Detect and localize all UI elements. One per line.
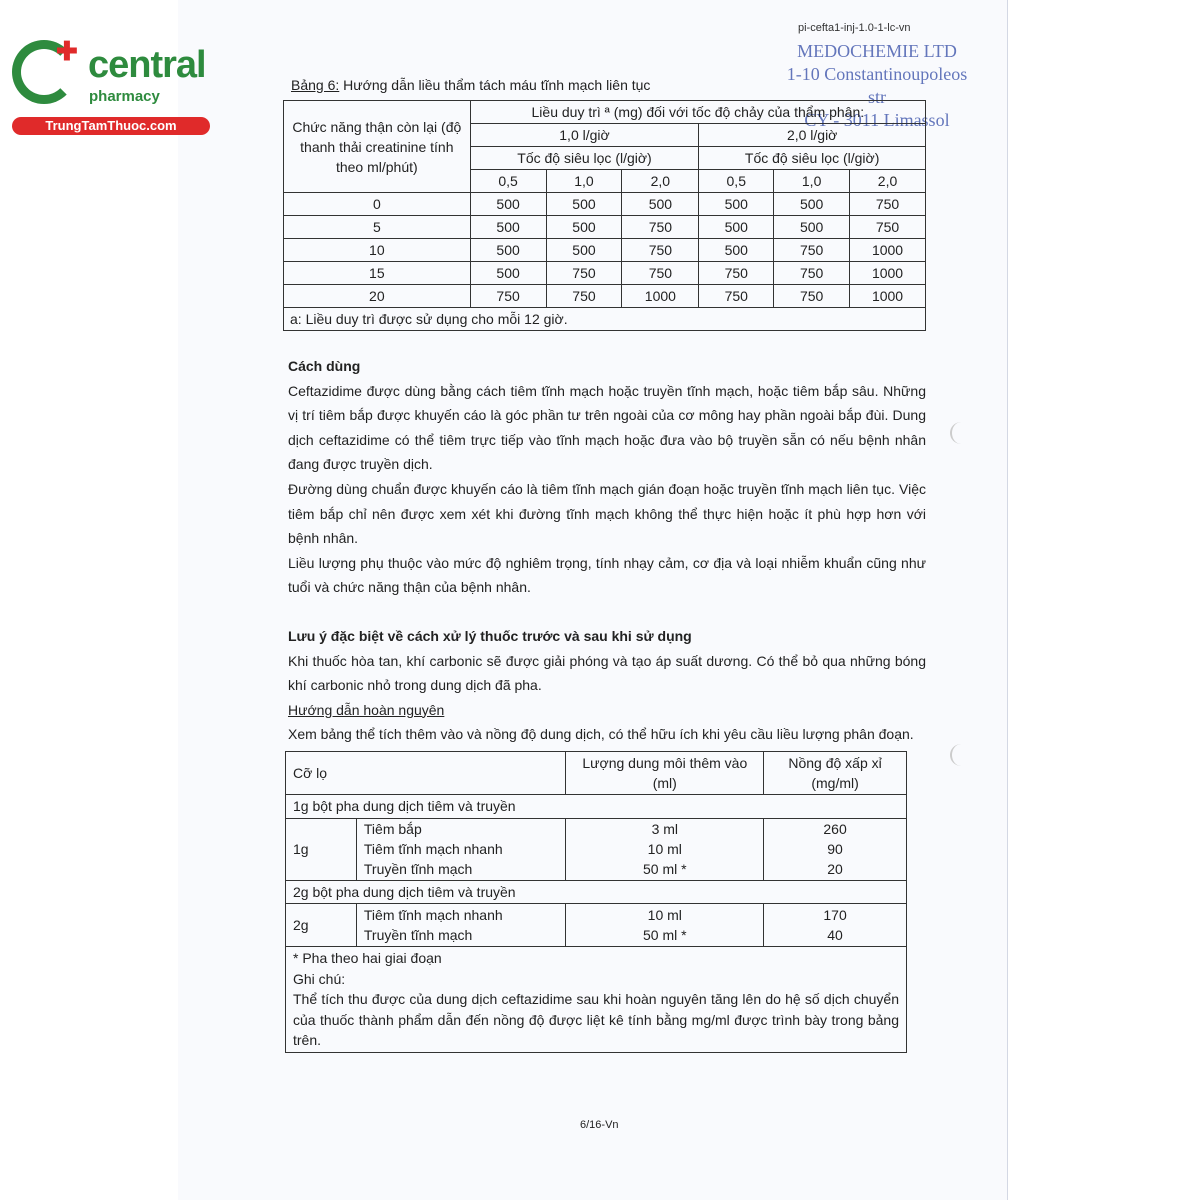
group-row: 1g bột pha dung dịch tiêm và truyền (286, 794, 907, 818)
dose-cell: 500 (546, 216, 622, 239)
paragraph: Khi thuốc hòa tan, khí carbonic sẽ được giải phóng và tạo áp suất dương. Có thể bỏ qua những bóng khí carbonic nhỏ trong dung dịch đã pha. (288, 652, 926, 694)
route: Tiêm tĩnh mạch nhanh (363, 906, 503, 923)
dose-cell: 500 (546, 193, 622, 216)
ultra-rate: 1,0 (546, 170, 622, 193)
stamp-line: CY - 3011 Limassol (804, 110, 950, 130)
dose-cell: 500 (470, 239, 546, 262)
ultra-header: Tốc độ siêu lọc (l/giờ) (699, 147, 926, 170)
table6-caption (291, 77, 650, 93)
group-header: Liều duy trì ª (mg) đối với tốc độ chảy của thẩm phân: (470, 101, 925, 124)
dose-cell: 500 (699, 239, 774, 262)
clearance: 15 (284, 262, 471, 285)
note: Thể tích thu được của dung dịch ceftazidime sau khi hoàn nguyên tăng lên do hệ số dịch chuyển của thuốc thành phẩm dẫn đến nồng độ được liệt kê tính bằng mg/ml được trình bày trong bảng trên. (293, 991, 899, 1049)
dose-cell: 500 (774, 193, 850, 216)
logo-sub: pharmacy (89, 88, 160, 105)
dialysis-dose-table (283, 100, 926, 331)
dose-cell: 500 (546, 239, 622, 262)
volume: 3 ml (651, 821, 679, 838)
concentration: 170 (823, 906, 847, 923)
volume: 10 ml (647, 906, 682, 923)
dose-cell: 500 (774, 216, 850, 239)
ultra-rate: 0,5 (699, 170, 774, 193)
paragraph: Xem bảng thể tích thêm vào và nồng độ dung dịch, có thể hữu ích khi yêu cầu liều lượng phân đoạn. (288, 726, 914, 743)
table-row (284, 285, 926, 308)
volume: 50 ml * (643, 926, 687, 943)
volume: 50 ml * (643, 861, 687, 878)
paragraph: Ceftazidime được dùng bằng cách tiêm tĩnh mạch hoặc truyền tĩnh mạch, hoặc tiêm bắp sâu. Những vị trí tiêm bắp được khuyến cáo là góc phần tư trên ngoài của cơ mông hay phần ngoài bắp đùi. Dung dịch ceftazidime có thể tiêm trực tiếp vào tĩnh mạch hoặc đưa vào bộ truyền sẵn có nếu bệnh nhân đang được truyền dịch. (288, 382, 926, 473)
concentration: 20 (827, 861, 843, 878)
body-text (288, 354, 926, 1053)
dose-cell: 750 (850, 193, 926, 216)
table-row (284, 262, 926, 285)
caption-label: Bảng 6: (291, 77, 340, 93)
clearance: 10 (284, 239, 471, 262)
concentration: 260 (823, 821, 847, 838)
dose-cell: 1000 (850, 239, 926, 262)
dose-cell: 750 (622, 216, 699, 239)
dose-cell: 500 (470, 193, 546, 216)
col-header: Nồng độ xấp xỉ (mg/ml) (764, 751, 907, 794)
paragraph: Liều lượng phụ thuộc vào mức độ nghiêm trọng, tính nhạy cảm, cơ địa và loại nhiễm khuẩn cũng như tuổi và chức năng thận của bệnh nhân. (288, 554, 926, 596)
logo-name: central (88, 44, 206, 86)
dose-cell: 750 (774, 262, 850, 285)
logo-cross-icon: ✚ (56, 36, 78, 66)
volume: 10 ml (647, 841, 682, 858)
row-header: Chức năng thận còn lại (độ thanh thải creatinine tính theo ml/phút) (284, 101, 471, 193)
flow-header: 2,0 l/giờ (699, 124, 926, 147)
dose-cell: 750 (774, 285, 850, 308)
ultra-rate: 0,5 (470, 170, 546, 193)
dose-cell: 750 (622, 262, 699, 285)
clearance: 0 (284, 193, 471, 216)
table-footnote: a: Liều duy trì được sử dụng cho mỗi 12 giờ. (284, 308, 926, 331)
dose-cell: 750 (546, 262, 622, 285)
dose-cell: 750 (774, 239, 850, 262)
ultra-header: Tốc độ siêu lọc (l/giờ) (470, 147, 699, 170)
col-header: Lượng dung môi thêm vào (ml) (566, 751, 764, 794)
page-number: 6/16-Vn (580, 1119, 619, 1131)
clearance: 20 (284, 285, 471, 308)
route: Truyền tĩnh mạch (363, 926, 473, 943)
dose-cell: 750 (699, 285, 774, 308)
dose-cell: 1000 (622, 285, 699, 308)
paragraph: Đường dùng chuẩn được khuyến cáo là tiêm tĩnh mạch gián đoạn hoặc truyền tĩnh mạch liên tục. Việc tiêm bắp chỉ nên được xem xét khi đường tĩnh mạch không thể thực hiện hoặc ít phù hợp hơn với bệnh nhân. (288, 480, 926, 547)
dose-cell: 750 (546, 285, 622, 308)
dose-cell: 500 (470, 262, 546, 285)
vial-size: 2g (286, 903, 357, 946)
punch-hole (950, 422, 972, 444)
subheading: Hướng dẫn hoàn nguyên (288, 701, 445, 718)
route: Tiêm bắp (363, 821, 422, 838)
route: Tiêm tĩnh mạch nhanh (363, 841, 503, 858)
doc-ref: pi-cefta1-inj-1.0-1-lc-vn (798, 22, 911, 34)
punch-hole (950, 744, 972, 766)
note: Ghi chú: (293, 970, 346, 987)
dose-cell: 500 (699, 216, 774, 239)
vial-size: 1g (286, 818, 357, 880)
table-row (284, 193, 926, 216)
table-row (284, 239, 926, 262)
ultra-rate: 2,0 (622, 170, 699, 193)
dose-cell: 1000 (850, 262, 926, 285)
table-row (284, 216, 926, 239)
dose-cell: 1000 (850, 285, 926, 308)
clearance: 5 (284, 216, 471, 239)
dose-cell: 750 (850, 216, 926, 239)
route: Truyền tĩnh mạch (363, 861, 473, 878)
section-title: Cách dùng (288, 358, 361, 374)
flow-header: 1,0 l/giờ (470, 124, 699, 147)
dose-cell: 500 (470, 216, 546, 239)
dose-cell: 750 (470, 285, 546, 308)
dose-cell: 750 (699, 262, 774, 285)
concentration: 90 (827, 841, 843, 858)
concentration: 40 (827, 926, 843, 943)
dose-cell: 500 (622, 193, 699, 216)
ultra-rate: 1,0 (774, 170, 850, 193)
caption-text: Hướng dẫn liều thẩm tách máu tĩnh mạch liên tục (339, 77, 651, 93)
group-row: 2g bột pha dung dịch tiêm và truyền (286, 880, 907, 903)
dose-cell: 500 (699, 193, 774, 216)
stamp-line: MEDOCHEMIE LTD (797, 41, 957, 61)
col-header: Cỡ lọ (286, 751, 566, 794)
reconstitution-table (285, 751, 907, 1053)
note: * Pha theo hai giai đoạn (293, 950, 442, 967)
dose-cell: 750 (622, 239, 699, 262)
ultra-rate: 2,0 (850, 170, 926, 193)
section-title: Lưu ý đặc biệt về cách xử lý thuốc trước và sau khi sử dụng (288, 627, 692, 644)
stamp-line: 1-10 Constantinoupoleos str (786, 64, 968, 107)
logo-site: TrungTamThuoc.com (12, 117, 210, 135)
